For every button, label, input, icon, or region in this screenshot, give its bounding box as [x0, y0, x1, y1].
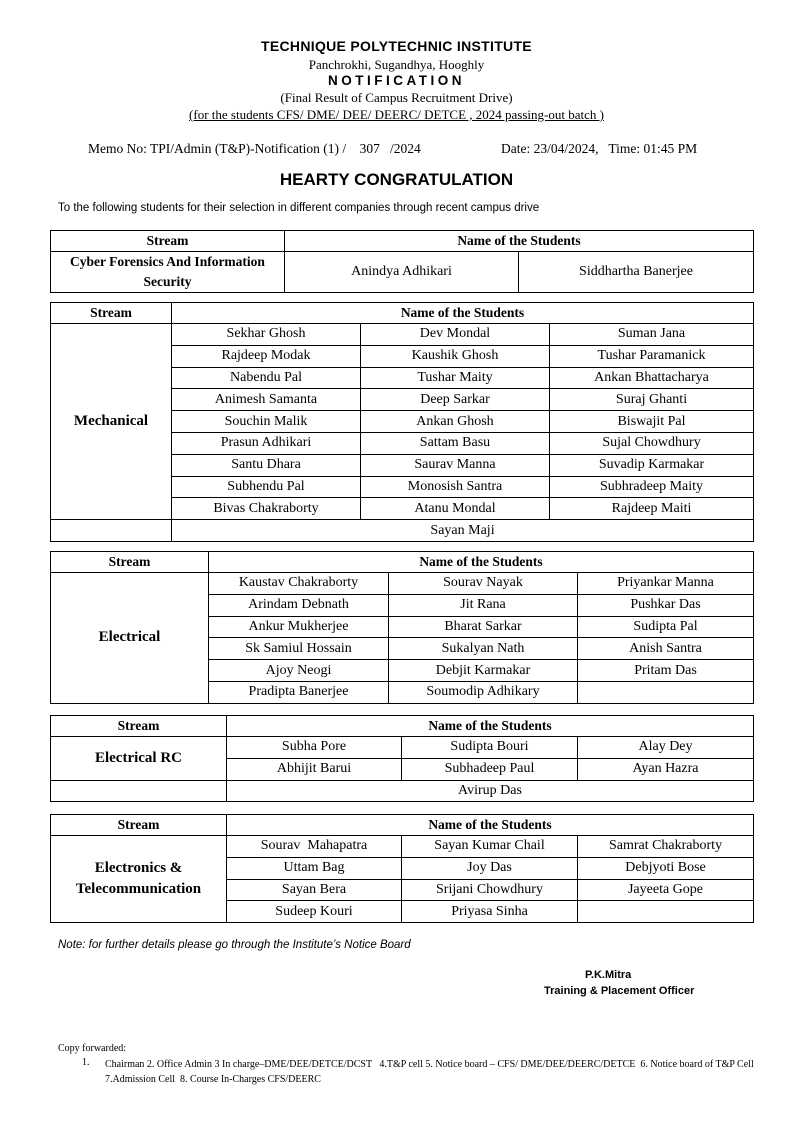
- student-name: Uttam Bag: [227, 857, 402, 879]
- student-name: Siddhartha Banerjee: [519, 252, 754, 293]
- student-name: Sayan Bera: [227, 879, 402, 901]
- student-name: Sattam Basu: [361, 432, 550, 454]
- electrical-table: [50, 551, 754, 704]
- table-row: [51, 780, 754, 802]
- table-row: [51, 520, 754, 542]
- table-row: [51, 836, 754, 858]
- names-header: Name of the Students: [227, 716, 754, 737]
- student-name: Souchin Malik: [172, 411, 361, 433]
- student-name: Priyankar Manna: [578, 573, 754, 595]
- stream-cell: [51, 836, 227, 923]
- student-name: Tushar Maity: [361, 367, 550, 389]
- student-name: Dev Mondal: [361, 324, 550, 346]
- copy-list-number: 1.: [82, 1057, 90, 1068]
- student-name: Sukalyan Nath: [389, 638, 578, 660]
- student-name: Rajdeep Maiti: [550, 498, 754, 520]
- student-name: Tushar Paramanick: [550, 345, 754, 367]
- student-name: Suvadip Karmakar: [550, 454, 754, 476]
- student-name: Sekhar Ghosh: [172, 324, 361, 346]
- stream-header: Stream: [51, 552, 209, 573]
- copy-forwarded-list: Chairman 2. Office Admin 3 In charge–DME/DEE/DETCE/DCST 4.T&P cell 5. Notice board – CFS/ DME/DEE/DEERC/DETCE 6. Notice board of T&P Cell 7.Admission Cell 8. Course In-Charges CFS/DEERC: [105, 1059, 757, 1085]
- student-name: Sudipta Bouri: [402, 737, 578, 759]
- table-row: [51, 573, 754, 595]
- batch-line: (for the students CFS/ DME/ DEE/ DEERC/ DETCE , 2024 passing-out batch ): [189, 107, 604, 122]
- memo-date-time: Date: 23/04/2024, Time: 01:45 PM: [501, 141, 698, 156]
- names-header: Name of the Students: [209, 552, 754, 573]
- empty-cell: [51, 780, 227, 802]
- student-name: Ankan Ghosh: [361, 411, 550, 433]
- student-name: Monosish Santra: [361, 476, 550, 498]
- student-name: Rajdeep Modak: [172, 345, 361, 367]
- student-name: Pushkar Das: [578, 594, 754, 616]
- stream-cell: Mechanical: [51, 324, 172, 520]
- institute-name: TECHNIQUE POLYTECHNIC INSTITUTE: [261, 38, 532, 54]
- student-name: Subha Pore: [227, 737, 402, 759]
- student-name: Arindam Debnath: [209, 594, 389, 616]
- names-header: Name of the Students: [172, 303, 754, 324]
- cfs-table: [50, 230, 754, 293]
- table-header-row: [51, 815, 754, 836]
- student-name: Sourav Nayak: [389, 573, 578, 595]
- student-name: Ayan Hazra: [578, 758, 754, 780]
- table-row: [51, 252, 754, 293]
- table-header-row: [51, 231, 754, 252]
- student-name: Bivas Chakraborty: [172, 498, 361, 520]
- student-name: Saurav Manna: [361, 454, 550, 476]
- student-name: Suman Jana: [550, 324, 754, 346]
- stream-header: Stream: [51, 815, 227, 836]
- student-name: [578, 901, 754, 923]
- table-header-row: [51, 303, 754, 324]
- student-name: Sourav Mahapatra: [227, 836, 402, 858]
- names-header: Name of the Students: [227, 815, 754, 836]
- student-name: Biswajit Pal: [550, 411, 754, 433]
- stream-cell: Electrical: [51, 573, 209, 704]
- student-name: Subhendu Pal: [172, 476, 361, 498]
- student-name: Alay Dey: [578, 737, 754, 759]
- student-name: Sk Samiul Hossain: [209, 638, 389, 660]
- student-name: Anish Santra: [578, 638, 754, 660]
- student-name: Abhijit Barui: [227, 758, 402, 780]
- student-name: Bharat Sarkar: [389, 616, 578, 638]
- institute-address: Panchrokhi, Sugandhya, Hooghly: [308, 57, 485, 72]
- student-name: Kaustav Chakraborty: [209, 573, 389, 595]
- student-name: Jayeeta Gope: [578, 879, 754, 901]
- table-header-row: [51, 552, 754, 573]
- student-name: Ankan Bhattacharya: [550, 367, 754, 389]
- signatory-title: Training & Placement Officer: [544, 985, 695, 997]
- student-name: Subhadeep Paul: [402, 758, 578, 780]
- student-name: Suraj Ghanti: [550, 389, 754, 411]
- student-name: Priyasa Sinha: [402, 901, 578, 923]
- student-name: Pradipta Banerjee: [209, 681, 389, 703]
- signatory-name: P.K.Mitra: [585, 969, 632, 981]
- intro-text: To the following students for their selection in different companies through recent campus drive: [58, 202, 540, 214]
- memo-number: Memo No: TPI/Admin (T&P)-Notification (1) / 307 /2024: [88, 141, 421, 156]
- footer-note: Note: for further details please go through the Institute’s Notice Board: [58, 939, 411, 951]
- student-name: Nabendu Pal: [172, 367, 361, 389]
- student-name: Anindya Adhikari: [285, 252, 519, 293]
- student-name: Animesh Samanta: [172, 389, 361, 411]
- student-name: Debjyoti Bose: [578, 857, 754, 879]
- student-name: Pritam Das: [578, 660, 754, 682]
- table-header-row: [51, 716, 754, 737]
- table-row: [51, 737, 754, 759]
- stream-header: Stream: [51, 716, 227, 737]
- student-name: Srijani Chowdhury: [402, 879, 578, 901]
- student-name: Santu Dhara: [172, 454, 361, 476]
- table-row: [51, 324, 754, 346]
- mechanical-table: [50, 302, 754, 542]
- empty-cell: [51, 520, 172, 542]
- student-name: Ankur Mukherjee: [209, 616, 389, 638]
- stream-cell: Electrical RC: [51, 737, 227, 781]
- stream-cell: Cyber Forensics And Information Security: [51, 252, 285, 293]
- student-name: Prasun Adhikari: [172, 432, 361, 454]
- names-header: Name of the Students: [285, 231, 754, 252]
- student-name: Sudipta Pal: [578, 616, 754, 638]
- copy-forwarded-label: Copy forwarded:: [58, 1043, 127, 1054]
- student-name: Kaushik Ghosh: [361, 345, 550, 367]
- student-name: Joy Das: [402, 857, 578, 879]
- student-name: Soumodip Adhikary: [389, 681, 578, 703]
- stream-line: Telecommunication: [75, 881, 202, 898]
- student-name: Avirup Das: [227, 780, 754, 802]
- notification-subtitle: (Final Result of Campus Recruitment Drive): [280, 90, 513, 105]
- student-name: Subhradeep Maity: [550, 476, 754, 498]
- student-name: Samrat Chakraborty: [578, 836, 754, 858]
- student-name: Sayan Maji: [172, 520, 754, 542]
- student-name: Sayan Kumar Chail: [402, 836, 578, 858]
- student-name: Sudeep Kouri: [227, 901, 402, 923]
- electrical-rc-table: [50, 715, 754, 802]
- student-name: [578, 681, 754, 703]
- notification-title: NOTIFICATION: [328, 73, 465, 88]
- stream-line: Electronics &: [94, 860, 183, 877]
- stream-header: Stream: [51, 303, 172, 324]
- student-name: Ajoy Neogi: [209, 660, 389, 682]
- student-name: Debjit Karmakar: [389, 660, 578, 682]
- page-heading: HEARTY CONGRATULATION: [279, 170, 514, 189]
- student-name: Jit Rana: [389, 594, 578, 616]
- student-name: Deep Sarkar: [361, 389, 550, 411]
- ece-table: [50, 814, 754, 923]
- student-name: Sujal Chowdhury: [550, 432, 754, 454]
- student-name: Atanu Mondal: [361, 498, 550, 520]
- stream-header: Stream: [51, 231, 285, 252]
